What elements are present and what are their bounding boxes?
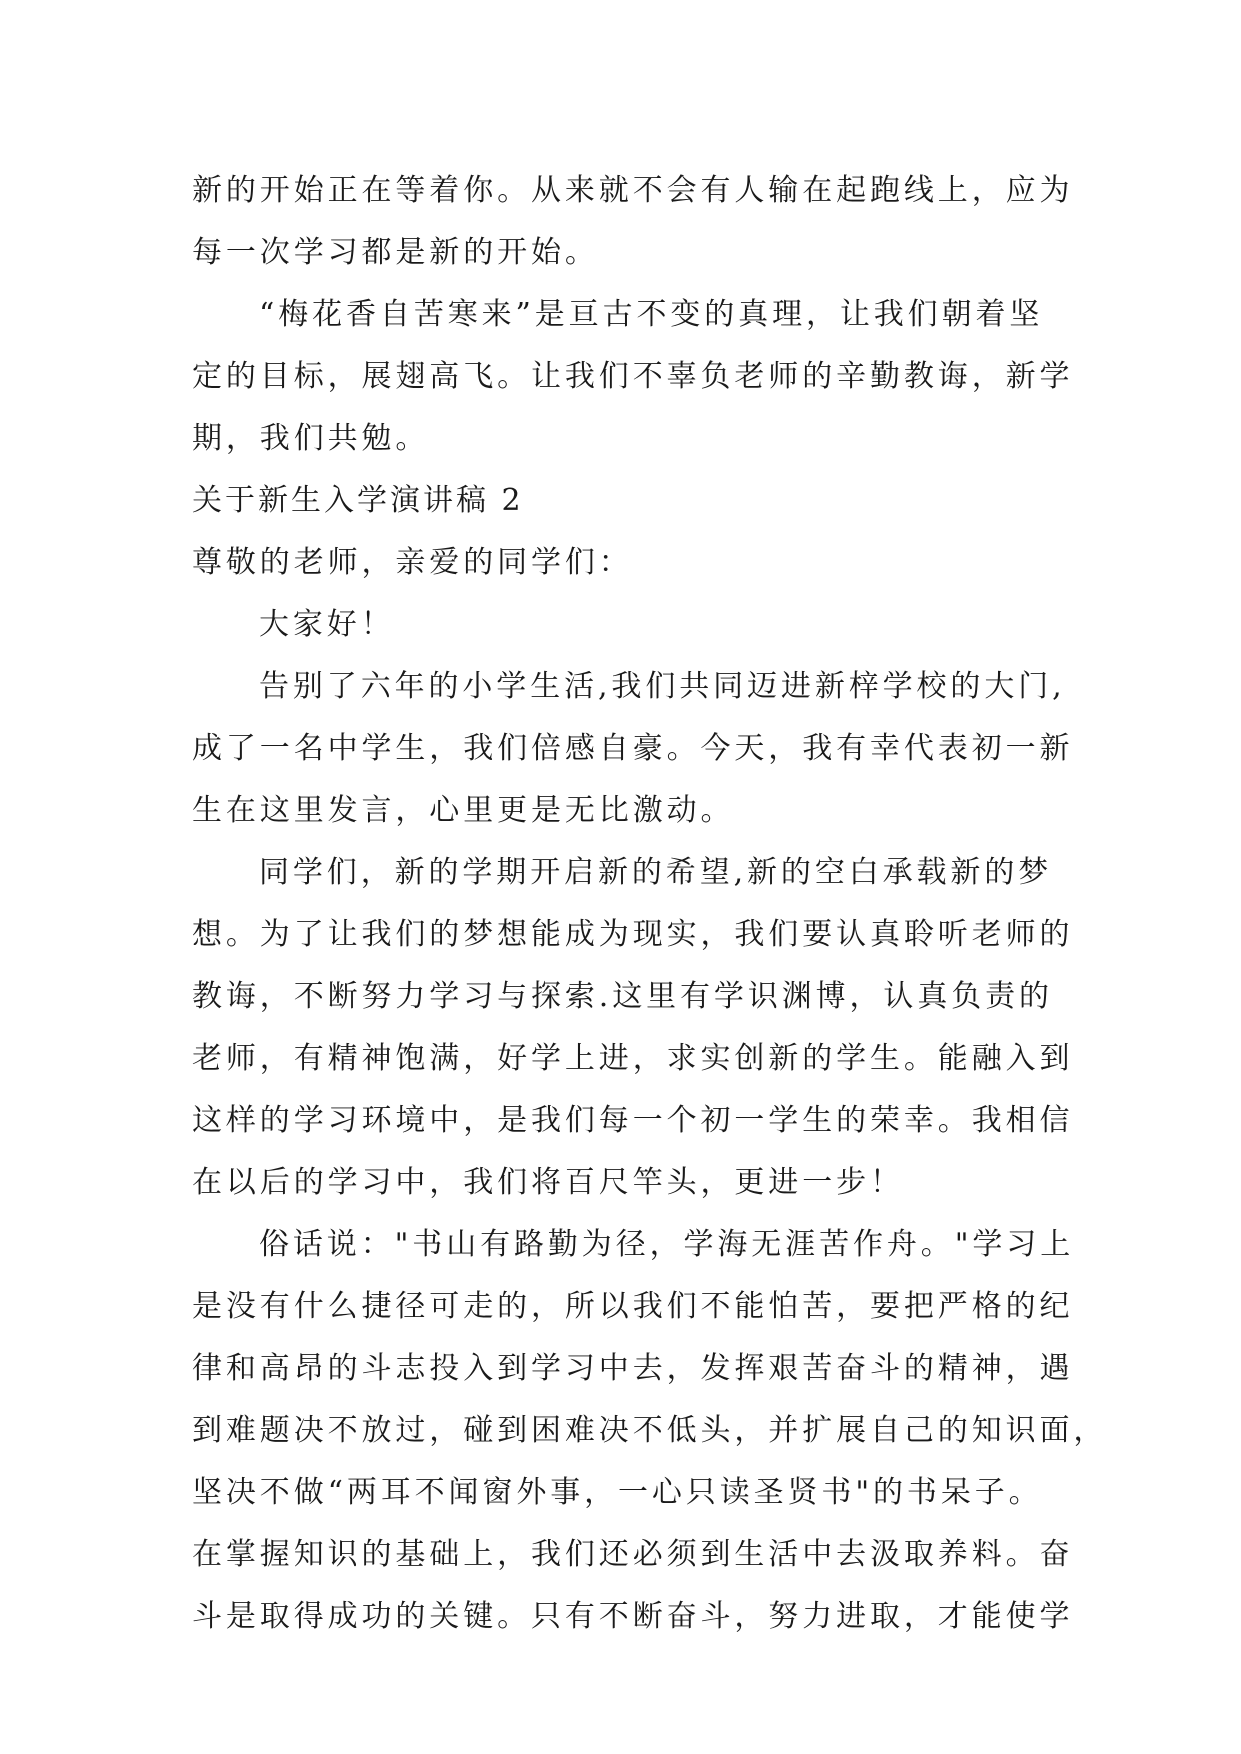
text-line: 想。为了让我们的梦想能成为现实，我们要认真聆听老师的 xyxy=(192,917,1074,952)
text-line: 生在这里发言，心里更是无比激动。 xyxy=(192,793,735,828)
text-line: 在以后的学习中，我们将百尺竿头，更进一步！ xyxy=(192,1165,904,1200)
text-line: 教诲，不断努力学习与探索.这里有学识渊博，认真负责的 xyxy=(192,979,1053,1014)
text-line: 斗是取得成功的关键。只有不断奋斗，努力进取，才能使学 xyxy=(192,1599,1074,1634)
paragraph-start-line: 同学们，新的学期开启新的希望,新的空白承载新的梦 xyxy=(259,855,1053,890)
text-line: 是没有什么捷径可走的，所以我们不能怕苦，要把严格的纪 xyxy=(192,1289,1074,1324)
text-line: 这样的学习环境中，是我们每一个初一学生的荣幸。我相信 xyxy=(192,1103,1074,1138)
text-line: 到难题决不放过，碰到困难决不低头，并扩展自己的知识面， xyxy=(192,1413,1108,1448)
paragraph-start-line: 告别了六年的小学生活,我们共同迈进新梓学校的大门, xyxy=(259,669,1066,704)
text-line: 每一次学习都是新的开始。 xyxy=(192,235,599,270)
text-line: 期，我们共勉。 xyxy=(192,421,430,456)
greeting-line: 大家好！ xyxy=(259,607,395,642)
text-line: 在掌握知识的基础上，我们还必须到生活中去汲取养料。奋 xyxy=(192,1537,1074,1572)
text-line: 定的目标，展翅高飞。让我们不辜负老师的辛勤教诲，新学 xyxy=(192,359,1074,394)
paragraph-start-line: “梅花香自苦寒来”是亘古不变的真理，让我们朝着坚 xyxy=(259,297,1044,332)
text-line: 老师，有精神饱满，好学上进，求实创新的学生。能融入到 xyxy=(192,1041,1074,1076)
text-line: 坚决不做“两耳不闻窗外事，一心只读圣贤书"的书呆子。 xyxy=(192,1475,1043,1510)
salutation-line: 尊敬的老师，亲爱的同学们： xyxy=(192,545,633,580)
paragraph-start-line: 俗话说："书山有路勤为径，学海无涯苦作舟。"学习上 xyxy=(259,1227,1075,1262)
text-line: 律和高昂的斗志投入到学习中去，发挥艰苦奋斗的精神，遇 xyxy=(192,1351,1074,1386)
text-line: 新的开始正在等着你。从来就不会有人输在起跑线上，应为 xyxy=(192,173,1074,208)
document-body xyxy=(192,160,1108,1648)
section-title: 关于新生入学演讲稿 2 xyxy=(192,483,524,518)
text-line: 成了一名中学生，我们倍感自豪。今天，我有幸代表初一新 xyxy=(192,731,1074,766)
